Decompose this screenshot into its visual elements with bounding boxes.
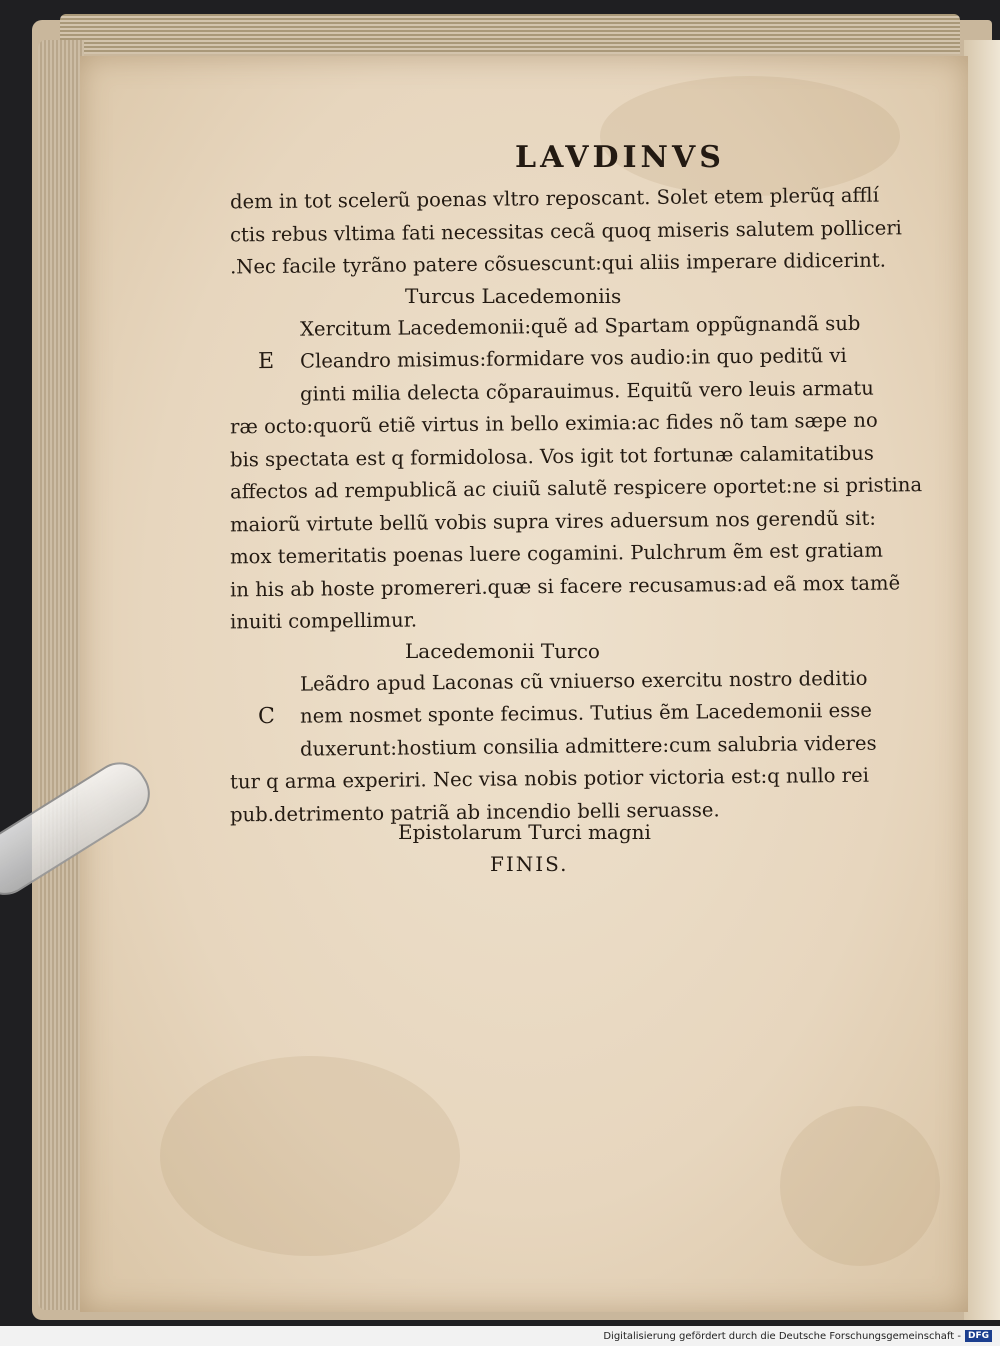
text-line: duxerunt:hostium consilia admittere:cum salubria videres [299,731,877,761]
letter-heading: Turcus Lacedemoniis [405,283,622,308]
page-stain [160,1056,460,1256]
text-line: affectos ad rempublicã ac ciuiũ salutẽ respicere oportet:ne si pristina [229,473,923,504]
book-fore-edges [38,40,84,1310]
letter-heading: Lacedemonii Turco [405,638,600,663]
page-stain [780,1106,940,1266]
text-line: ginti milia delecta cõparauimus. Equitũ vero leuis armatu [299,376,874,406]
text-line: nem nosmet sponte fecimus. Tutius ẽm Lacedemonii esse [299,698,872,728]
text-line: Cleandro misimus:formidare vos audio:in quo peditũ vi [299,343,847,373]
text-line: tur q arma experiri. Nec visa nobis potior victoria est:q nullo rei [229,763,870,794]
funding-credit: Digitalisierung gefördert durch die Deutsche Forschungsgemeinschaft - [603,1330,961,1342]
colophon-title: Epistolarum Turci magni [398,820,651,844]
text-line: maiorũ virtute bellũ vobis supra vires aduersum nos gerendũ sit: [229,506,876,536]
text-line: ctis rebus vltima fati necessitas cecã quoq miseris salutem polliceri [229,215,903,246]
colophon [398,815,698,879]
guide-letter: E [257,348,275,375]
text-line: bis spectata est q formidolosa. Vos igit tot fortunæ calamitatibus [229,441,875,471]
text-line: Leãdro apud Laconas cũ vniuerso exercitu nostro deditio [299,666,868,696]
footer-bar [0,1326,1000,1346]
dfg-logo: DFG [965,1330,992,1342]
facing-page-edge [964,40,1000,1320]
text-line: mox temeritatis poenas luere cogamini. Pulchrum ẽm est gratiam [229,538,883,569]
running-head: LAVDINVS [515,140,725,175]
text-line: ræ octo:quorũ etiẽ virtus in bello eximia:ac fides nõ tam sæpe no [229,408,878,439]
guide-letter: C [257,703,275,730]
text-line: in his ab hoste promereri.quæ si facere recusamus:ad eã mox tamẽ [229,570,901,601]
text-line: Xercitum Lacedemonii:quẽ ad Spartam oppũgnandã sub [299,311,861,341]
book-top-edges [60,14,960,54]
text-line: .Nec facile tyrãno patere cõsuescunt:qui aliis imperare didicerint. [229,248,887,279]
text-line: pub.detrimento patriã ab incendio belli seruasse. [229,797,720,826]
page-text [229,140,923,828]
colophon-finis: FINIS. [490,852,569,876]
text-line: inuiti compellimur. [229,608,418,634]
text-line: dem in tot scelerũ poenas vltro reposcant. Solet etem plerũq afflí [229,183,880,214]
